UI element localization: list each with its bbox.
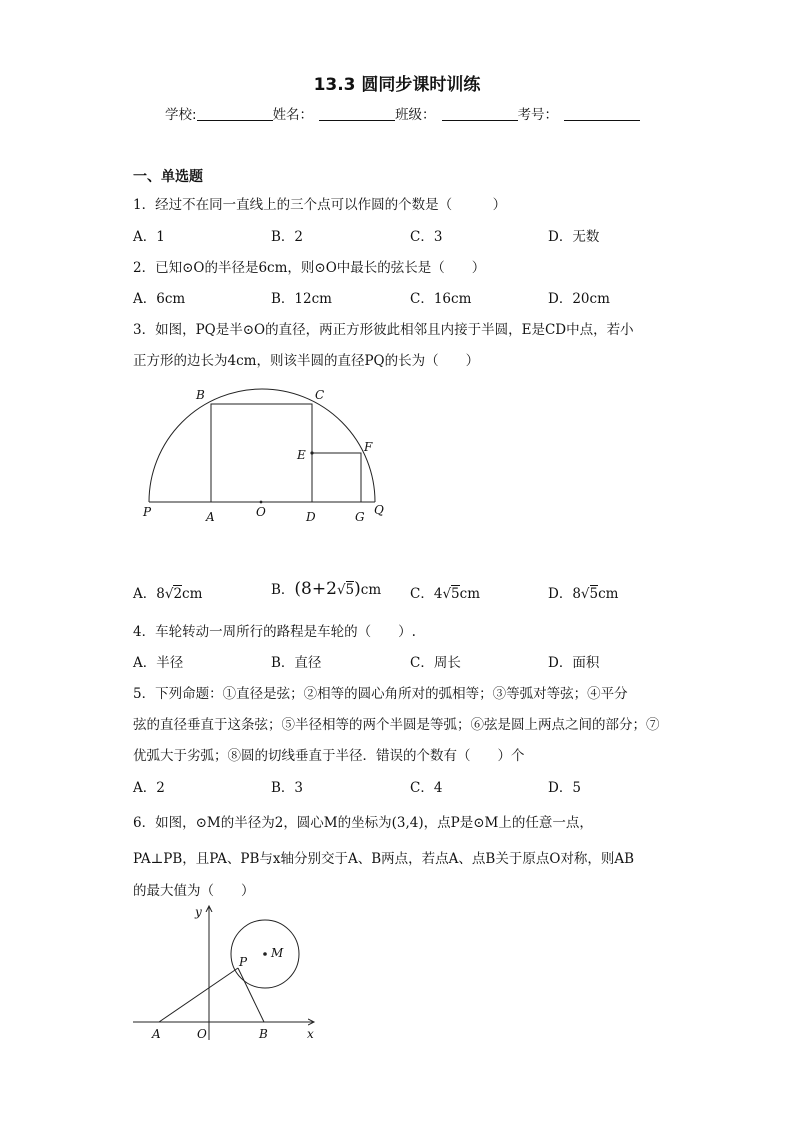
q2-option-b[interactable]: B．12cm bbox=[271, 291, 332, 307]
sqrt-symbol: √ bbox=[336, 582, 346, 598]
q5-option-d[interactable]: D．5 bbox=[548, 780, 581, 796]
q1-option-b[interactable]: B．2 bbox=[271, 229, 304, 245]
school-blank[interactable] bbox=[197, 107, 273, 121]
q1-option-d[interactable]: D．无数 bbox=[548, 229, 600, 245]
q5-option-a[interactable]: A．2 bbox=[133, 780, 165, 796]
label-m: M bbox=[271, 946, 284, 960]
sqrt-symbol: √ bbox=[580, 586, 590, 602]
q4-option-b[interactable]: B．直径 bbox=[271, 655, 322, 671]
sqrt-symbol: √ bbox=[442, 586, 452, 602]
q3-option-a[interactable]: A．8√2cm bbox=[133, 586, 203, 602]
q4-option-d[interactable]: D．面积 bbox=[548, 655, 600, 671]
school-label: 学校: bbox=[165, 107, 197, 123]
label-b: B bbox=[196, 388, 205, 402]
question-5-stem-line-3: 优弧大于劣弧；⑧圆的切线垂直于半径．错误的个数有（ ）个 bbox=[133, 748, 525, 764]
label-o: O bbox=[197, 1027, 207, 1041]
question-6-stem-line-2: PA⊥PB，且PA、PB与x轴分别交于A、B两点，若点A、点B关于原点O对称，则AB bbox=[133, 851, 635, 867]
segment-pa bbox=[159, 968, 238, 1022]
sqrt-symbol: √ bbox=[164, 586, 174, 602]
q5-option-c[interactable]: C．4 bbox=[410, 780, 443, 796]
label-e: E bbox=[297, 448, 306, 462]
question-6-stem-line-3: 的最大值为（ ） bbox=[133, 883, 255, 899]
q2-option-c[interactable]: C．16cm bbox=[410, 291, 472, 307]
exam-number-blank[interactable] bbox=[564, 107, 640, 121]
question-3-stem-line-1: 3．如图，PQ是半⊙O的直径，两正方形彼此相邻且内接于半圆，E是CD中点，若小 bbox=[133, 322, 634, 338]
q5-option-b[interactable]: B．3 bbox=[271, 780, 304, 796]
label-y: y bbox=[195, 905, 202, 919]
label-a: A bbox=[206, 510, 215, 524]
question-1-stem: 1．经过不在同一直线上的三个点可以作圆的个数是（ ） bbox=[133, 197, 507, 213]
q2-option-d[interactable]: D．20cm bbox=[548, 291, 610, 307]
section-title: 一、单选题 bbox=[133, 169, 203, 185]
name-label: 姓名： bbox=[272, 107, 314, 123]
label-q: Q bbox=[374, 503, 384, 517]
label-a: A bbox=[152, 1027, 161, 1041]
point-o bbox=[260, 501, 263, 504]
question-5-stem-line-2: 弦的直径垂直于这条弦；⑤半径相等的两个半圆是等弧；⑥弦是圆上两点之间的部分；⑦ bbox=[133, 717, 660, 733]
exam-number-label: 考号： bbox=[517, 107, 559, 123]
name-blank[interactable] bbox=[319, 107, 395, 121]
q1-option-a[interactable]: A．1 bbox=[133, 229, 165, 245]
question-4-stem: 4．车轮转动一周所行的路程是车轮的（ ）. bbox=[133, 624, 416, 640]
q3-option-d[interactable]: D．8√5cm bbox=[548, 586, 619, 602]
coordinate-circle-figure bbox=[130, 900, 330, 1050]
question-6-stem-line-1: 6．如图，⊙M的半径为2，圆心M的坐标为(3,4)，点P是⊙M上的任意一点， bbox=[133, 815, 593, 831]
point-e bbox=[310, 451, 313, 454]
q2-option-a[interactable]: A．6cm bbox=[133, 291, 186, 307]
segment-pb bbox=[238, 968, 264, 1022]
question-3-stem-line-2: 正方形的边长为4cm，则该半圆的直径PQ的长为（ ） bbox=[133, 353, 480, 369]
label-d: D bbox=[306, 510, 316, 524]
q4-option-a[interactable]: A．半径 bbox=[133, 655, 184, 671]
class-label: 班级： bbox=[395, 107, 436, 123]
label-p: P bbox=[239, 955, 248, 969]
label-f: F bbox=[364, 440, 373, 454]
q3-option-b[interactable]: B．(8+2√5)cm bbox=[271, 579, 382, 599]
question-2-stem: 2．已知⊙O的半径是6cm，则⊙O中最长的弦长是（ ） bbox=[133, 260, 486, 276]
label-b: B bbox=[259, 1027, 268, 1041]
class-blank[interactable] bbox=[442, 107, 518, 121]
point-m bbox=[263, 952, 267, 956]
label-g: G bbox=[355, 510, 365, 524]
q3-option-c[interactable]: C．4√5cm bbox=[410, 586, 481, 602]
question-5-stem-line-1: 5．下列命题：①直径是弦；②相等的圆心角所对的弧相等；③等弧对等弦；④平分 bbox=[133, 686, 628, 702]
semicircle-arc bbox=[149, 389, 375, 502]
q1-option-c[interactable]: C．3 bbox=[410, 229, 443, 245]
label-p: P bbox=[143, 505, 152, 519]
label-c: C bbox=[315, 388, 325, 402]
page-title: 13.3 圆同步课时训练 bbox=[313, 75, 481, 95]
small-square bbox=[312, 453, 361, 502]
student-info-line bbox=[165, 103, 640, 123]
label-o: O bbox=[256, 505, 266, 519]
label-x: x bbox=[307, 1027, 314, 1041]
semicircle-squares-figure bbox=[130, 380, 400, 525]
q4-option-c[interactable]: C．周长 bbox=[410, 655, 461, 671]
